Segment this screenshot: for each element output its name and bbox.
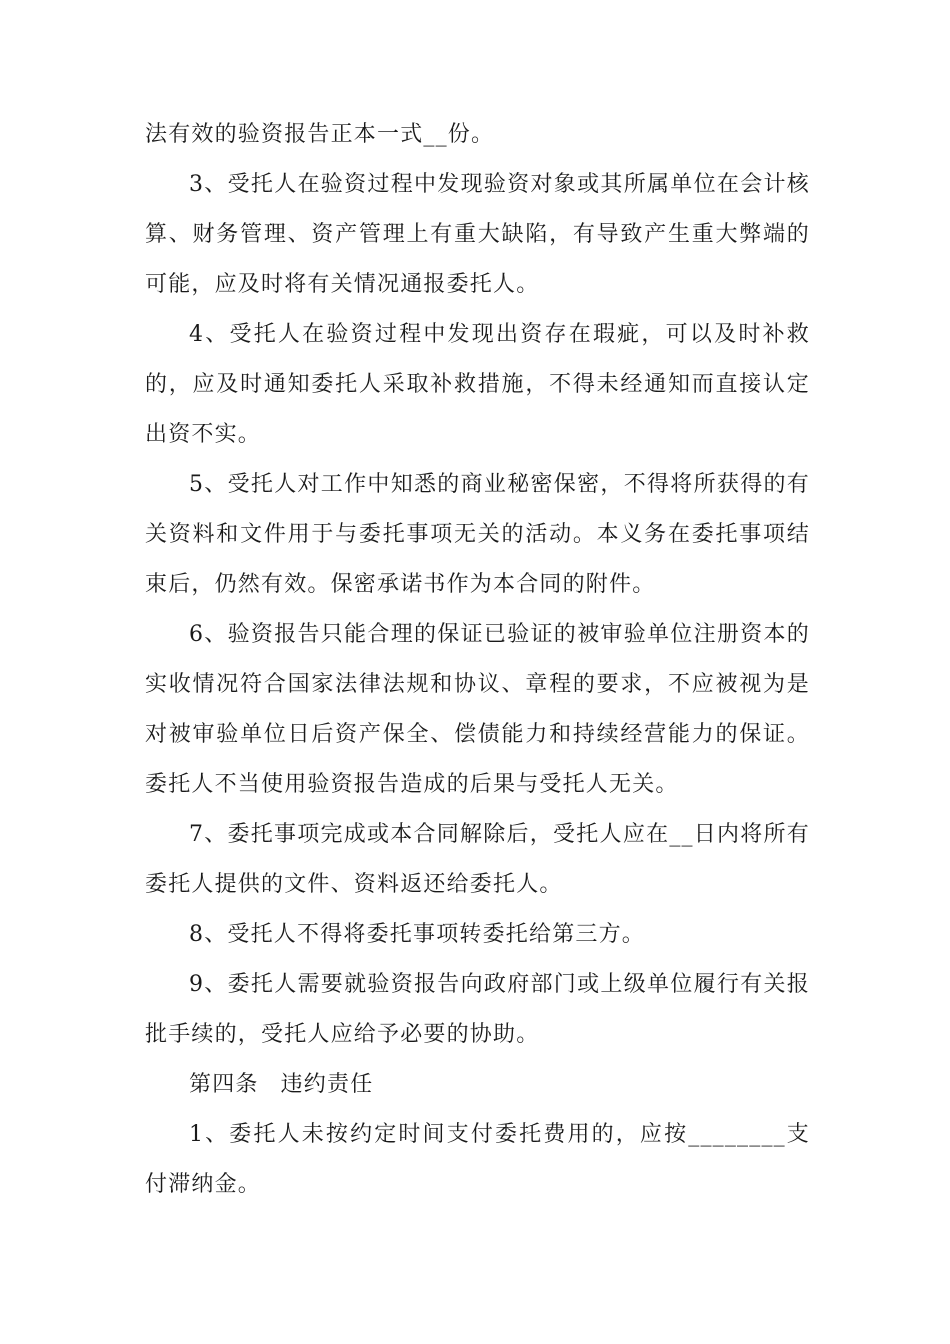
clause-8: 8、受托人不得将委托事项转委托给第三方。: [189, 922, 645, 947]
clause-6: 6、验资报告只能合理的保证已验证的被审验单位注册资本的实收情况符合国家法律法规和协议、章程的要求，不应被视为是对被审验单位日后资产保全、偿债能力和持续经营能力的保证。委托人不当使用验资报告造成的后果与受托人无关。: [145, 622, 810, 797]
paragraph-continuation: 法有效的验资报告正本一式__份。: [145, 122, 495, 147]
section-title: 违约责任: [280, 1072, 374, 1097]
section-heading: [145, 1060, 810, 1110]
clause-3: 3、受托人在验资过程中发现验资对象或其所属单位在会计核算、财务管理、资产管理上有重大缺陷，有导致产生重大弊端的可能，应及时将有关情况通报委托人。: [145, 172, 810, 297]
clause-5: 5、受托人对工作中知悉的商业秘密保密，不得将所获得的有关资料和文件用于与委托事项无关的活动。本义务在委托事项结束后，仍然有效。保密承诺书作为本合同的附件。: [145, 472, 810, 597]
document-body: [145, 110, 810, 1210]
clause-9: 9、委托人需要就验资报告向政府部门或上级单位履行有关报批手续的，受托人应给予必要的协助。: [145, 972, 810, 1047]
section-number: 第四条: [189, 1072, 259, 1097]
breach-clause-1: 1、委托人未按约定时间支付委托费用的，应按________支付滞纳金。: [145, 1122, 810, 1197]
clause-7: 7、委托事项完成或本合同解除后，受托人应在__日内将所有委托人提供的文件、资料返还给委托人。: [145, 822, 810, 897]
clause-4: 4、受托人在验资过程中发现出资存在瑕疵，可以及时补救的，应及时通知委托人采取补救措施，不得未经通知而直接认定出资不实。: [145, 322, 810, 447]
